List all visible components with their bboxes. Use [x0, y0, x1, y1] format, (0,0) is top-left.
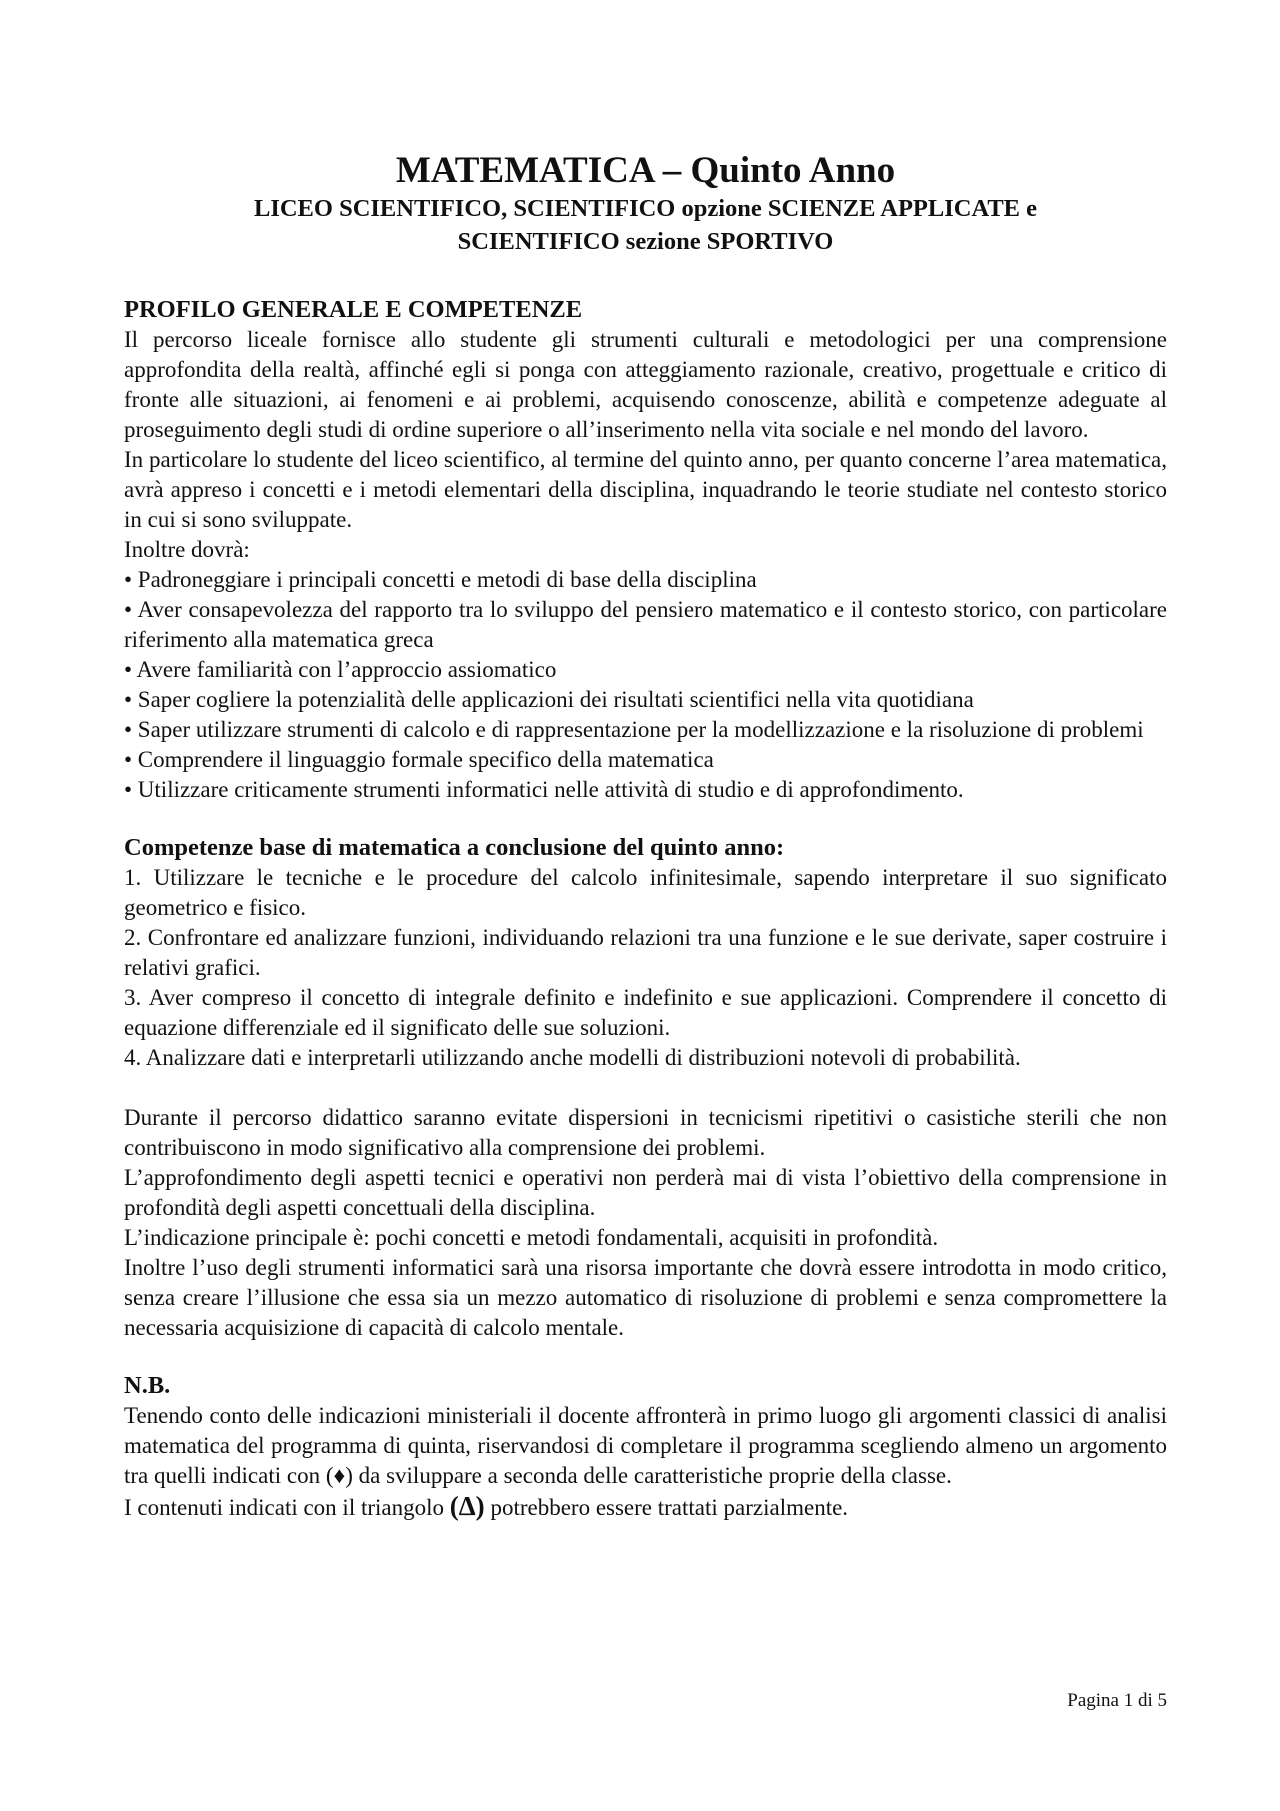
list-item: 2. Confrontare ed analizzare funzioni, individuando relazioni tra una funzione e le sue derivate, saper costruire i relativi grafici. [124, 925, 1167, 980]
profile-bullet-list [124, 565, 1167, 805]
page-title: MATEMATICA – Quinto Anno [395, 150, 896, 191]
profile-intro: Inoltre dovrà: [124, 537, 250, 562]
nb-paragraph-2-after: potrebbero essere trattati parzialmente. [484, 1495, 849, 1520]
nb-heading: N.B. [124, 1372, 171, 1399]
nb-paragraph-2 [124, 1491, 1167, 1523]
page-number: Pagina 1 di 5 [1067, 1690, 1167, 1711]
subtitle-line-2: SCIENTIFICO sezione SPORTIVO [457, 228, 834, 255]
competences-list [124, 863, 1167, 1073]
didactic-paragraph-1: Durante il percorso didattico saranno evitate dispersioni in tecnicismi ripetitivi o casistiche sterili che non contribuiscono in modo significativo alla comprensione dei problemi. [124, 1105, 1167, 1160]
profile-paragraph-1: Il percorso liceale fornisce allo studente gli strumenti culturali e metodologici per una comprensione approfondita della realtà, affinché egli si ponga con atteggiamento razionale, creativo, progettuale e critico di fronte alle situazioni, ai fenomeni e ai problemi, acquisendo conoscenze, abilità e competenze adeguate al proseguimento degli studi di ordine superiore o all’inserimento nella vita sociale e nel mondo del lavoro. [124, 327, 1167, 442]
list-item: 1. Utilizzare le tecniche e le procedure del calcolo infinitesimale, sapendo interpretare il suo significato geometrico e fisico. [124, 865, 1167, 920]
subtitle-line-1: LICEO SCIENTIFICO, SCIENTIFICO opzione SCIENZE APPLICATE e [253, 195, 1038, 222]
nb-paragraph-2-before: I contenuti indicati con il triangolo [124, 1495, 450, 1520]
didactic-paragraph-4: Inoltre l’uso degli strumenti informatici sarà una risorsa importante che dovrà essere introdotta in modo critico, senza creare l’illusione che essa sia un mezzo automatico di risoluzione di problemi e senza compromettere la necessaria acquisizione di capacità di calcolo mentale. [124, 1255, 1167, 1340]
didactic-paragraph-2: L’approfondimento degli aspetti tecnici e operativi non perderà mai di vista l’obiettivo della comprensione in profondità degli aspetti concettuali della disciplina. [124, 1165, 1167, 1220]
spacer [124, 1073, 1167, 1103]
list-item: • Avere familiarità con l’approccio assiomatico [124, 657, 557, 682]
triangle-symbol: (Δ) [449, 1491, 485, 1521]
nb-paragraph-1: Tenendo conto delle indicazioni ministeriali il docente affronterà in primo luogo gli argomenti classici di analisi matematica del programma di quinta, riservandosi di completare il programma scegliendo almeno un argomento tra quelli indicati con (♦) da sviluppare a seconda delle caratteristiche proprie della classe. [124, 1403, 1167, 1488]
list-item: • Utilizzare criticamente strumenti informatici nelle attività di studio e di approfondimento. [124, 777, 964, 802]
profile-heading: PROFILO GENERALE E COMPETENZE [124, 296, 583, 323]
list-item: 4. Analizzare dati e interpretarli utilizzando anche modelli di distribuzioni notevoli di probabilità. [124, 1045, 1021, 1070]
list-item: • Comprendere il linguaggio formale specifico della matematica [124, 747, 714, 772]
didactic-paragraph-3: L’indicazione principale è: pochi concetti e metodi fondamentali, acquisiti in profondità. [124, 1225, 939, 1250]
competences-heading: Competenze base di matematica a conclusione del quinto anno: [124, 834, 785, 861]
list-item: • Aver consapevolezza del rapporto tra lo sviluppo del pensiero matematico e il contesto storico, con particolare riferimento alla matematica greca [124, 597, 1167, 652]
list-item: • Saper utilizzare strumenti di calcolo e di rappresentazione per la modellizzazione e la risoluzione di problemi [124, 717, 1144, 742]
list-item: 3. Aver compreso il concetto di integrale definito e indefinito e sue applicazioni. Comprendere il concetto di equazione differenziale ed il significato delle sue soluzioni. [124, 985, 1167, 1040]
profile-paragraph-2: In particolare lo studente del liceo scientifico, al termine del quinto anno, per quanto concerne l’area matematica, avrà appreso i concetti e i metodi elementari della disciplina, inquadrando le teorie studiate nel contesto storico in cui si sono sviluppate. [124, 447, 1167, 532]
document-page [124, 150, 1167, 1523]
list-item: • Saper cogliere la potenzialità delle applicazioni dei risultati scientifici nella vita quotidiana [124, 687, 974, 712]
list-item: • Padroneggiare i principali concetti e metodi di base della disciplina [124, 567, 757, 592]
